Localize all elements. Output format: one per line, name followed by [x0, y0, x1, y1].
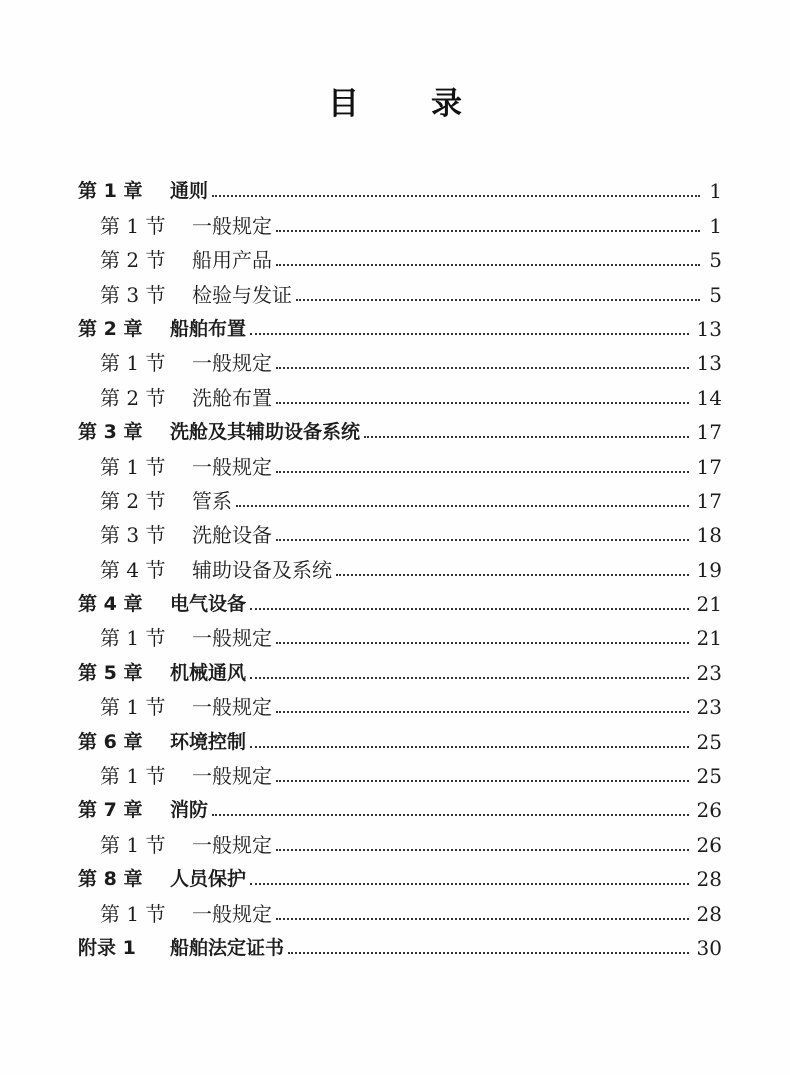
dot-leader [250, 333, 689, 335]
toc-section-entry[interactable] [78, 343, 722, 377]
toc-entry-title: 一般规定 [192, 764, 272, 789]
toc-page-number: 21 [696, 626, 722, 651]
toc-page-number: 28 [696, 867, 722, 892]
toc-page-number: 17 [696, 454, 722, 479]
toc-section-entry[interactable] [78, 618, 722, 652]
dot-leader [250, 608, 689, 610]
toc-entry-number: 第 3 节 [100, 523, 166, 548]
toc-page-number: 25 [696, 729, 722, 754]
toc-entry-number: 第 1 节 [100, 901, 166, 926]
toc-entry-number: 第 2 节 [100, 385, 166, 410]
toc-entry-number: 第 1 节 [100, 626, 166, 651]
toc-entry-title: 消防 [170, 799, 209, 822]
toc-chapter-entry[interactable] [78, 652, 722, 686]
toc-page-number: 13 [696, 351, 722, 376]
toc-entry-number: 第 1 节 [100, 832, 166, 857]
toc-chapter-entry[interactable] [78, 412, 722, 446]
dot-leader [212, 814, 689, 816]
title-char-1: 目 [328, 86, 359, 122]
toc-page-number: 25 [696, 764, 722, 789]
toc-chapter-entry[interactable] [78, 790, 722, 824]
dot-leader [276, 849, 689, 851]
toc-section-entry[interactable] [78, 515, 722, 549]
toc-section-entry[interactable] [78, 205, 722, 239]
toc-entry-title: 洗舱及其辅助设备系统 [170, 421, 361, 444]
toc-page-number: 30 [696, 935, 722, 960]
toc-entry-number: 第 2 节 [100, 248, 166, 273]
toc-entry-number: 第 3 章 [78, 421, 143, 444]
toc-page-number: 26 [696, 798, 722, 823]
toc-entry-number: 第 1 节 [100, 695, 166, 720]
toc-entry-title: 洗舱设备 [192, 523, 272, 548]
toc-entry-number: 第 2 章 [78, 317, 143, 340]
dot-leader [250, 677, 689, 679]
toc-entry-number: 第 5 章 [78, 661, 143, 684]
toc-entry-title: 一般规定 [192, 213, 272, 238]
toc-entry-title: 船舶法定证书 [170, 936, 285, 959]
toc-page-number: 14 [696, 385, 722, 410]
toc-chapter-entry[interactable] [78, 928, 722, 962]
dot-leader [276, 264, 700, 266]
toc-chapter-entry[interactable] [78, 171, 722, 205]
toc-entry-number: 第 6 章 [78, 730, 143, 753]
toc-entry-number: 第 4 章 [78, 593, 143, 616]
toc-section-entry[interactable] [78, 240, 722, 274]
toc-page-number: 1 [709, 179, 722, 204]
toc-entry-number: 第 1 节 [100, 764, 166, 789]
page-title [0, 78, 790, 123]
toc-entry-title: 管系 [192, 488, 232, 513]
toc-chapter-entry[interactable] [78, 309, 722, 343]
toc-section-entry[interactable] [78, 274, 722, 308]
dot-leader [296, 299, 700, 301]
toc-section-entry[interactable] [78, 687, 722, 721]
toc-page-number: 23 [696, 695, 722, 720]
toc-page-number: 26 [696, 832, 722, 857]
toc-entry-number: 第 1 节 [100, 351, 166, 376]
toc-page-number: 28 [696, 901, 722, 926]
title-char-2: 录 [431, 86, 462, 122]
toc-chapter-entry[interactable] [78, 721, 722, 755]
dot-leader [336, 574, 689, 576]
dot-leader [276, 711, 689, 713]
toc-entry-number: 第 1 章 [78, 180, 143, 203]
toc-entry-number: 第 3 节 [100, 282, 166, 307]
toc-page-number: 13 [696, 316, 722, 341]
toc-entry-title: 辅助设备及系统 [192, 557, 332, 582]
toc-entry-number: 附录 1 [78, 936, 136, 959]
toc-page-number: 5 [709, 248, 722, 273]
toc-page-number: 1 [709, 213, 722, 238]
dot-leader [250, 746, 689, 748]
toc-entry-title: 一般规定 [192, 695, 272, 720]
toc-entry-title: 船用产品 [192, 248, 272, 273]
toc-entry-number: 第 7 章 [78, 799, 143, 822]
toc-page-number: 5 [709, 282, 722, 307]
toc-chapter-entry[interactable] [78, 584, 722, 618]
toc-entry-title: 环境控制 [170, 730, 247, 753]
dot-leader [288, 952, 689, 954]
toc-page-number: 17 [696, 420, 722, 445]
toc-section-entry[interactable] [78, 446, 722, 480]
toc-page-number: 18 [696, 523, 722, 548]
toc-entry-number: 第 4 节 [100, 557, 166, 582]
dot-leader [276, 230, 700, 232]
dot-leader [276, 367, 689, 369]
toc-page-number: 17 [696, 488, 722, 513]
table-of-contents [78, 171, 722, 962]
toc-section-entry[interactable] [78, 549, 722, 583]
dot-leader [276, 780, 689, 782]
toc-entry-number: 第 1 节 [100, 454, 166, 479]
toc-entry-number: 第 2 节 [100, 488, 166, 513]
dot-leader [276, 642, 689, 644]
toc-section-entry[interactable] [78, 893, 722, 927]
dot-leader [276, 539, 689, 541]
dot-leader [276, 402, 689, 404]
toc-entry-title: 一般规定 [192, 832, 272, 857]
toc-page-number: 21 [696, 592, 722, 617]
toc-section-entry[interactable] [78, 824, 722, 858]
toc-entry-title: 机械通风 [170, 661, 247, 684]
toc-entry-title: 人员保护 [170, 868, 247, 891]
dot-leader [364, 436, 689, 438]
toc-entry-title: 船舶布置 [170, 317, 247, 340]
toc-entry-title: 电气设备 [170, 593, 247, 616]
toc-entry-number: 第 1 节 [100, 213, 166, 238]
toc-page-number: 23 [696, 660, 722, 685]
toc-chapter-entry[interactable] [78, 859, 722, 893]
toc-entry-title: 通则 [170, 180, 209, 203]
toc-entry-number: 第 8 章 [78, 868, 143, 891]
dot-leader [276, 471, 689, 473]
dot-leader [250, 883, 689, 885]
dot-leader [212, 195, 700, 197]
dot-leader [276, 918, 689, 920]
toc-section-entry[interactable] [78, 377, 722, 411]
toc-entry-title: 一般规定 [192, 901, 272, 926]
toc-entry-title: 检验与发证 [192, 282, 292, 307]
toc-entry-title: 一般规定 [192, 351, 272, 376]
toc-section-entry[interactable] [78, 756, 722, 790]
toc-entry-title: 一般规定 [192, 626, 272, 651]
toc-entry-title: 洗舱布置 [192, 385, 272, 410]
toc-page-number: 19 [696, 557, 722, 582]
dot-leader [236, 505, 689, 507]
toc-section-entry[interactable] [78, 481, 722, 515]
toc-entry-title: 一般规定 [192, 454, 272, 479]
